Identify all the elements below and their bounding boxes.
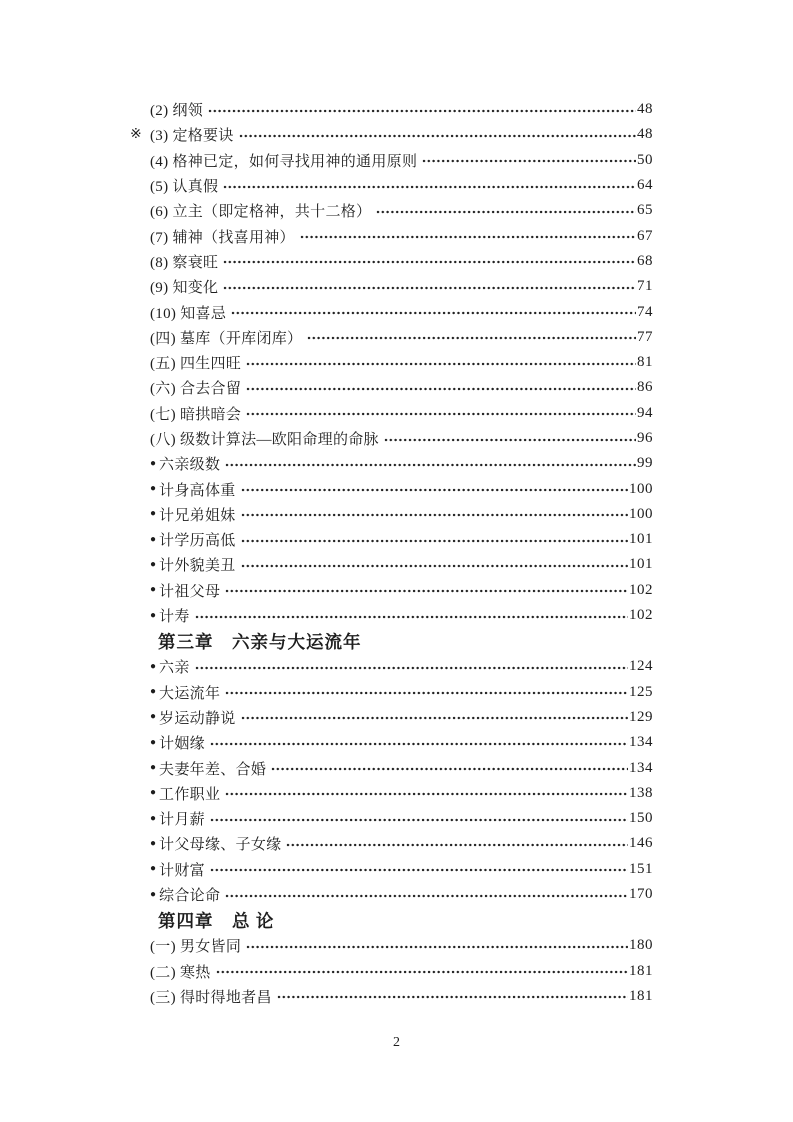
toc-entry	[150, 882, 653, 907]
toc-entry-label: (10) 知喜忌	[150, 305, 227, 322]
bullet-marker-icon: ●	[150, 584, 157, 596]
toc-entry	[150, 984, 653, 1009]
toc-page-number: 48	[637, 126, 653, 143]
toc-page-number: 94	[637, 404, 653, 421]
toc-page-number: 138	[629, 784, 653, 801]
dot-leader	[246, 387, 636, 391]
dot-leader	[286, 843, 628, 847]
toc-entry	[150, 198, 653, 223]
toc-entry-label: (二) 寒热	[150, 964, 211, 981]
toc-page-number: 67	[637, 227, 653, 244]
bullet-marker-icon: ●	[150, 837, 157, 849]
toc-page-number: 129	[629, 708, 653, 725]
toc-entry-label: 六亲	[159, 660, 190, 677]
chapter-heading-label: 第三章 六亲与大运流年	[158, 631, 362, 652]
toc-entry	[150, 249, 653, 274]
dot-leader	[195, 666, 628, 670]
toc-page-number: 99	[637, 455, 653, 472]
dot-leader	[231, 311, 636, 315]
dot-leader	[241, 488, 628, 492]
toc-entry	[150, 755, 653, 780]
toc-entry	[150, 173, 653, 198]
toc-page-number: 181	[629, 987, 653, 1004]
dot-leader	[210, 818, 628, 822]
toc-entry-label: 计身高体重	[159, 482, 236, 499]
dot-leader	[241, 539, 628, 543]
toc-entry	[150, 527, 653, 552]
toc-entry	[150, 274, 653, 299]
toc-entry	[150, 401, 653, 426]
toc-entry	[150, 375, 653, 400]
dot-leader	[241, 564, 628, 568]
toc-page-number: 150	[629, 810, 653, 827]
toc-page-number: 146	[629, 835, 653, 852]
toc-entry-label: 综合论命	[159, 888, 221, 905]
toc-entry-label: (五) 四生四旺	[150, 356, 242, 373]
toc-entry	[150, 476, 653, 501]
dot-leader	[246, 362, 636, 366]
toc-page-number: 151	[629, 860, 653, 877]
bullet-marker-icon: ●	[150, 787, 157, 799]
bullet-marker-icon: ●	[150, 457, 157, 469]
toc-entry-label: (4) 格神已定，如何寻找用神的通用原则	[150, 153, 418, 170]
toc-entry-label: 计兄弟姐妹	[159, 507, 236, 524]
bullet-marker-icon: ●	[150, 483, 157, 495]
bullet-marker-icon: ●	[150, 888, 157, 900]
dot-leader	[216, 970, 628, 974]
footer-page-number: 2	[393, 1035, 400, 1050]
toc-entry-label: 岁运动静说	[159, 710, 236, 727]
toc-entry	[150, 148, 653, 173]
toc-entry-label: (7) 辅神（找喜用神）	[150, 229, 295, 246]
bullet-marker-icon: ●	[150, 609, 157, 621]
dot-leader	[376, 210, 636, 214]
toc-entry	[150, 502, 653, 527]
toc-entry-label: 计父母缘、子女缘	[159, 837, 282, 854]
toc-entry-label: 计外貌美丑	[159, 558, 236, 575]
toc-entry-label: (一) 男女皆同	[150, 939, 242, 956]
toc-entry-label: 六亲级数	[159, 457, 221, 474]
toc-entry	[150, 552, 653, 577]
toc-page-number: 81	[637, 354, 653, 371]
dot-leader	[210, 742, 628, 746]
bullet-marker-icon: ●	[150, 762, 157, 774]
toc-page-number: 96	[637, 430, 653, 446]
toc-entry-label: (8) 察衰旺	[150, 254, 219, 271]
toc-entry-label: (八) 级数计算法—欧阳命理的命脉	[150, 432, 379, 448]
toc-entry-label: (三) 得时得地者昌	[150, 989, 272, 1006]
toc-page-number: 101	[629, 556, 653, 573]
toc-page-number: 65	[637, 202, 653, 219]
star-marker: ※	[130, 126, 142, 142]
toc-entry	[150, 730, 653, 755]
toc-entry-label: (六) 合去合留	[150, 381, 242, 398]
chapter-heading	[150, 907, 653, 933]
toc-page-number: 170	[629, 886, 653, 903]
bullet-marker-icon: ●	[150, 508, 157, 520]
toc-entry	[150, 654, 653, 679]
dot-leader	[239, 134, 636, 138]
toc-entry	[150, 959, 653, 984]
dot-leader	[223, 185, 636, 189]
toc-entry-label: 计寿	[159, 609, 190, 626]
bullet-marker-icon: ●	[150, 711, 157, 723]
toc-entry-label: 夫妻年差、合婚	[159, 761, 267, 778]
toc-page-number: 102	[629, 581, 653, 598]
toc-page-number: 181	[629, 962, 653, 979]
toc-entry-label: 计学历高低	[159, 533, 236, 550]
toc-entry	[150, 806, 653, 831]
toc-entry	[150, 451, 653, 476]
toc-entry	[150, 781, 653, 806]
bullet-marker-icon: ●	[150, 812, 157, 824]
toc-page-number: 102	[629, 607, 653, 624]
dot-leader	[210, 868, 628, 872]
dot-leader	[422, 159, 636, 163]
toc-entry-label: 大运流年	[159, 685, 221, 702]
toc-entry	[130, 122, 653, 147]
toc-entry-label: (2) 纲领	[150, 103, 204, 120]
dot-leader	[246, 945, 628, 949]
toc-page-number: 86	[637, 379, 653, 396]
dot-leader	[195, 615, 628, 619]
toc-page-number: 50	[637, 151, 653, 168]
dot-leader	[225, 792, 628, 796]
bullet-marker-icon: ●	[150, 533, 157, 545]
toc-page-number: 64	[637, 177, 653, 194]
toc-entry-label: (四) 墓库（开库闭库）	[150, 330, 303, 347]
bullet-marker-icon: ●	[150, 686, 157, 698]
toc-entry	[150, 97, 653, 122]
dot-leader	[223, 286, 636, 290]
toc-entry-label: 计财富	[159, 862, 205, 879]
toc-page-number: 125	[629, 683, 653, 700]
dot-leader	[225, 589, 628, 593]
toc-entry	[150, 299, 653, 324]
toc-entry	[150, 933, 653, 958]
chapter-heading-label: 第四章 总 论	[158, 910, 275, 931]
dot-leader	[384, 438, 636, 442]
dot-leader	[300, 235, 636, 239]
bullet-marker-icon: ●	[150, 863, 157, 875]
dot-leader	[271, 767, 628, 771]
dot-leader	[307, 336, 636, 340]
toc-entry-label: 计祖父母	[159, 583, 221, 600]
toc-page-number: 180	[629, 937, 653, 954]
toc-entry	[150, 603, 653, 628]
toc-entry	[150, 831, 653, 856]
toc-page-number: 100	[629, 505, 653, 522]
toc-entry-label: (9) 知变化	[150, 280, 219, 297]
toc-entry-label: 计月薪	[159, 812, 205, 829]
dot-leader	[223, 260, 636, 264]
toc-page-number: 74	[637, 303, 653, 320]
toc-page-number: 100	[629, 480, 653, 497]
toc-page-number: 124	[629, 658, 653, 675]
toc-entry	[150, 578, 653, 603]
toc-entry	[150, 223, 653, 248]
dot-leader	[225, 691, 628, 695]
dot-leader	[277, 995, 628, 999]
bullet-marker-icon: ●	[150, 660, 157, 672]
toc-entry	[150, 705, 653, 730]
dot-leader	[246, 412, 636, 416]
dot-leader	[225, 463, 636, 467]
toc-entry	[150, 426, 653, 451]
dot-leader	[241, 716, 628, 720]
toc-page-number: 101	[629, 531, 653, 548]
toc-entry-label: (3) 定格要诀	[150, 128, 234, 145]
chapter-heading	[150, 628, 653, 654]
toc-page-number: 71	[637, 278, 653, 295]
toc-entry-label: (6) 立主（即定格神，共十二格）	[150, 204, 372, 221]
dot-leader	[225, 894, 628, 898]
toc-page-number: 134	[629, 759, 653, 776]
toc-page-number: 77	[637, 328, 653, 345]
toc-entry-label: (5) 认真假	[150, 179, 219, 196]
bullet-marker-icon: ●	[150, 558, 157, 570]
table-of-contents	[130, 97, 653, 1009]
toc-entry-label: 计姻缘	[159, 736, 205, 753]
bullet-marker-icon: ●	[150, 736, 157, 748]
toc-entry	[150, 350, 653, 375]
toc-entry	[150, 680, 653, 705]
toc-page-number: 48	[637, 101, 653, 118]
toc-page-number: 68	[637, 252, 653, 269]
toc-entry	[150, 325, 653, 350]
toc-entry-label: 工作职业	[159, 786, 221, 803]
toc-page-number: 134	[629, 734, 653, 751]
toc-entry	[150, 857, 653, 882]
toc-entry-label: (七) 暗拱暗会	[150, 406, 242, 423]
dot-leader	[208, 109, 636, 113]
dot-leader	[241, 513, 628, 517]
